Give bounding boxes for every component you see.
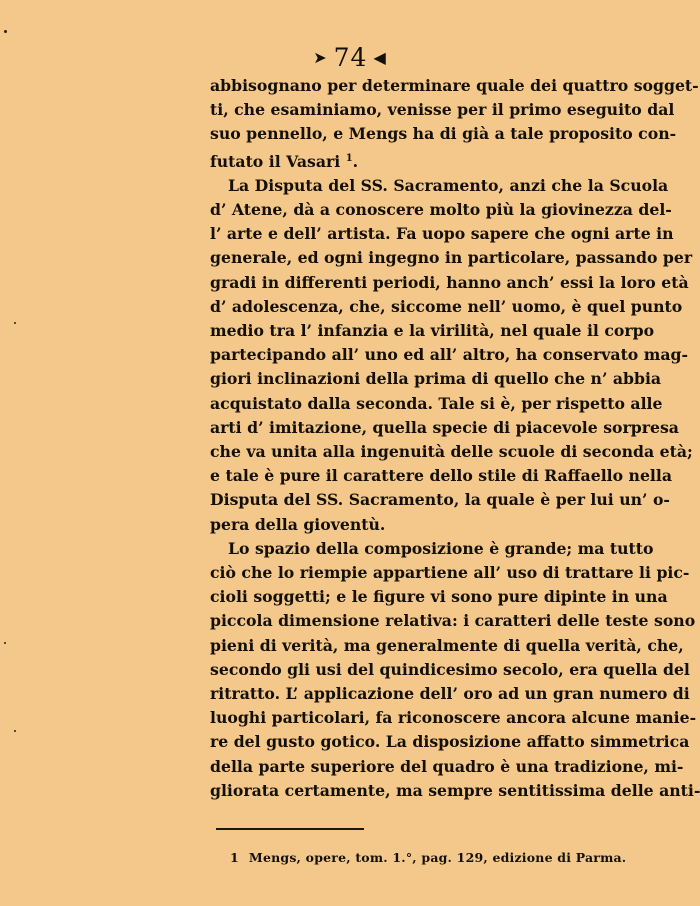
footnote-divider: [216, 828, 364, 830]
text-line: ciò che lo riempie appartiene all’ uso di trattare li pic-: [210, 563, 690, 583]
margin-speck: [14, 322, 16, 324]
text-line: giori inclinazioni della prima di quello che n’ abbia: [210, 369, 662, 389]
text-line: piccola dimensione relativa: i caratteri delle teste sono: [210, 611, 696, 631]
end-punctuation: .: [352, 151, 359, 171]
margin-speck: [4, 642, 6, 644]
text-line: partecipando all’ uno ed all’ altro, ha conservato mag-: [210, 345, 688, 365]
text-line: ti, che esaminiamo, venisse per il primo eseguito dal: [210, 100, 675, 120]
text-line: suo pennello, e Mengs ha di già a tale proposito con-: [210, 124, 677, 144]
text-line: arti d’ imitazione, quella specie di piacevole sorpresa: [210, 417, 679, 437]
text-line: re del gusto gotico. La disposizione affatto simmetrica: [210, 732, 690, 752]
text-line: Lo spazio della composizione è grande; ma tutto: [228, 538, 654, 558]
text-line: abbisognano per determinare quale dei quattro sogget-: [210, 76, 699, 95]
text-line: medio tra l’ infanzia e la virilità, nel quale il corpo: [210, 321, 655, 341]
page-header: [0, 44, 700, 72]
paragraph-2: [210, 174, 693, 537]
text-line: [210, 147, 638, 174]
margin-speck: [14, 730, 16, 732]
text-line: secondo gli usi del quindicesimo secolo, era quella del: [210, 659, 690, 679]
page-number: 74: [333, 43, 368, 72]
text-line: della parte superiore del quadro è una tradizione, mi-: [210, 756, 684, 776]
text-line: che va unita alla ingenuità delle scuole di seconda età;: [210, 442, 693, 462]
main-text: [210, 74, 700, 803]
text-line: ritratto. L’ applicazione dell’ oro ad un gran numero di: [210, 684, 690, 704]
text-line: luoghi particolari, fa riconoscere ancora alcune manie-: [210, 708, 697, 728]
text-line: Disputa del SS. Sacramento, la quale è per lui un’ o-: [210, 490, 670, 510]
paragraph-1: [210, 74, 699, 174]
ornament-right-icon: ◀: [373, 48, 387, 67]
footnote: [230, 850, 626, 865]
footnote-mark: 1: [230, 850, 239, 865]
text-line: d’ Atene, dà a conoscere molto più la giovinezza del-: [210, 200, 672, 220]
text-line: l’ arte e dell’ artista. Fa uopo sapere che ogni arte in: [210, 224, 674, 244]
footnote-reference: 1: [345, 152, 353, 164]
text-line: pera della gioventù.: [210, 514, 386, 534]
text-line: gliorata certamente, ma sempre sentitissima delle anti-: [210, 780, 700, 800]
footnote-text: Mengs, opere, tom. 1.°, pag. 129, edizione di Parma.: [248, 850, 627, 865]
paragraph-3: [210, 537, 700, 803]
text-line: pieni di verità, ma generalmente di quella verità, che,: [210, 635, 684, 655]
text-line: cioli soggetti; e le figure vi sono pure dipinte in una: [210, 587, 668, 607]
text-line-content: futato il Vasari: [210, 151, 341, 171]
text-line: e tale è pure il carattere dello stile di Raffaello nella: [210, 466, 673, 486]
ornament-left-icon: ➤: [313, 48, 328, 67]
text-line: d’ adolescenza, che, siccome nell’ uomo, è quel punto: [210, 296, 683, 316]
text-line: generale, ed ogni ingegno in particolare, passando per: [210, 248, 693, 268]
text-line: acquistato dalla seconda. Tale si è, per rispetto alle: [210, 393, 663, 413]
text-line: La Disputa del SS. Sacramento, anzi che la Scuola: [228, 175, 669, 195]
margin-speck: [4, 30, 7, 33]
text-line: gradi in differenti periodi, hanno anch’ essi la loro età: [210, 272, 689, 292]
